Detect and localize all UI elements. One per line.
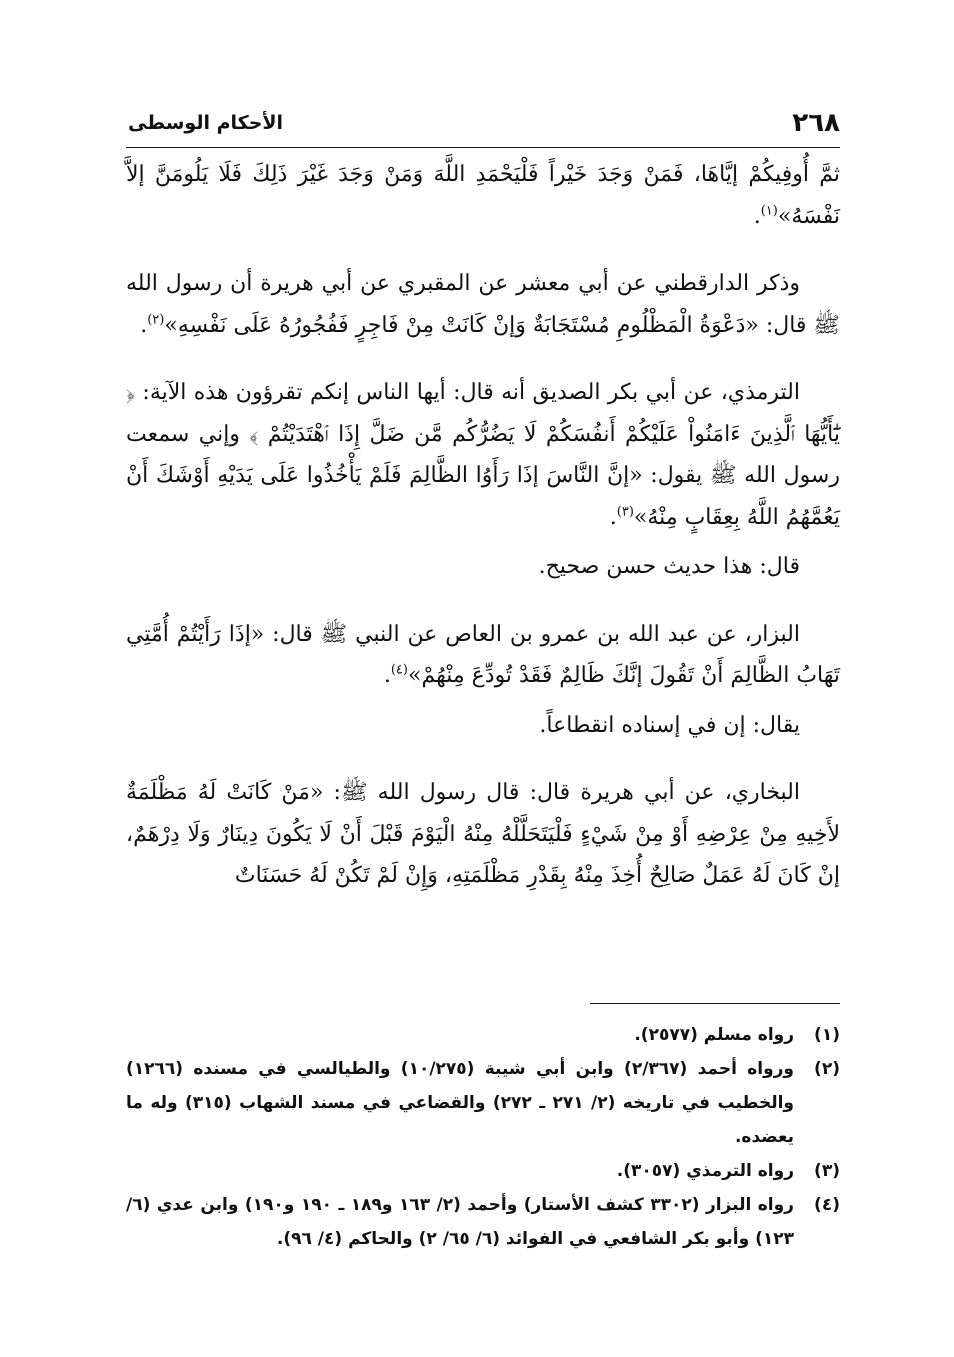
- paragraph-text: قال: هذا حديث حسن صحيح.: [538, 554, 800, 579]
- footnote-ref: (٤): [390, 662, 408, 678]
- footnote: [126, 1188, 840, 1256]
- paragraph-grading: [126, 546, 840, 588]
- paragraph-tirmidhi: [126, 372, 840, 538]
- paragraph-daraqutni: [126, 263, 840, 346]
- book-title: الأحكام الوسطى: [128, 112, 284, 134]
- paragraph-text: ثمَّ أُوفِيكُمْ إيَّاهَا، فَمَنْ وَجَدَ خَيْراً فَلْيَحْمَدِ اللَّهَ وَمَنْ وَجَدَ غَيْرَ ذَلِكَ فَلَا يَلُومَنَّ إلاَّ نَفْسَهُ»: [126, 162, 840, 229]
- footnotes: [126, 1018, 840, 1256]
- footnote-number: (٣): [814, 1161, 840, 1181]
- footnote-ref: (٢): [147, 312, 165, 328]
- footnote-number: (١): [814, 1025, 840, 1045]
- paragraph-text: الترمذي، عن أبي بكر الصديق أنه قال: أيها الناس إنكم تقرؤون هذه الآية: ﴿ يَٰٓأَيُّهَا ٱلَّذِينَ ءَامَنُواْ عَلَيْكُمْ أَنفُسَكُمْ لَا يَضُرُّكُم مَّن ضَلَّ إِذَا ٱهْتَدَيْتُمْ ﴾ وإني سمعت رسول الله ﷺ يقول: «إنَّ النَّاسَ إذَا رَأَوُا الظَّالِمَ فَلَمْ يَأْخُذُوا عَلَى يَدَيْهِ أَوْشَكَ أَنْ يَعُمَّهُمُ اللَّهُ بِعِقَابٍ مِنْهُ»: [126, 380, 840, 530]
- footnote-text: رواه البزار (٣٣٠٢ كشف الأستار) وأحمد (٢/ ١٦٣ و١٨٩ ـ ١٩٠ و١٩٠) وابن عدي (٦/ ١٢٣) وأبو بكر الشافعي في الفوائد (٦/ ٦٥/ ٢) والحاكم (٤/ ٩٦).: [126, 1195, 794, 1249]
- footnote-ref: (١): [760, 203, 778, 219]
- footnote: [126, 1154, 840, 1188]
- footnote-text: ورواه أحمد (٢/٣٦٧) وابن أبي شيبة (١٠/٢٧٥) والطيالسي في مسنده (١٢٦٦) والخطيب في تاريخه (٢/ ٢٧١ ـ ٢٧٢) والقضاعي في مسند الشهاب (٣١٥) وله ما يعضده.: [126, 1059, 794, 1147]
- footnote-text: رواه الترمذي (٣٠٥٧).: [616, 1161, 794, 1181]
- footnote-text: رواه مسلم (٢٥٧٧).: [634, 1025, 794, 1045]
- footnote-number: (٢): [814, 1059, 840, 1079]
- footnote: [126, 1018, 840, 1052]
- main-text: [126, 154, 840, 897]
- paragraph-text: البزار، عن عبد الله بن عمرو بن العاص عن النبي ﷺ قال: «إذَا رَأَيْتُمْ أُمَّتِي تَهَابُ الظَّالِمَ أَنْ تَقُولَ إنَّكَ ظَالِمٌ فَقَدْ تُودِّعَ مِنْهُمْ»: [126, 621, 840, 688]
- paragraph-text: وذكر الدارقطني عن أبي معشر عن المقبري عن أبي هريرة أن رسول الله ﷺ قال: «دَعْوَةُ الْمَظْلُومِ مُسْتَجَابَةٌ وَإنْ كَانَتْ مِنْ فَاجِرٍ فَفُجُورُهُ عَلَى نَفْسِهِ»: [126, 271, 840, 338]
- paragraph-tail: .: [753, 203, 761, 229]
- footnote-rule: [590, 1003, 840, 1004]
- page-header: [128, 108, 840, 148]
- paragraph-tail: .: [140, 312, 148, 338]
- footnote: [126, 1052, 840, 1154]
- footnote-number: (٤): [814, 1195, 840, 1215]
- paragraph-tail: .: [383, 663, 391, 688]
- page-number: ٢٦٨: [792, 108, 840, 138]
- paragraph-isnad-note: [126, 705, 840, 747]
- paragraph-bukhari: [126, 772, 840, 897]
- header-rule: [126, 147, 840, 148]
- paragraph-bazzar: [126, 614, 840, 697]
- footnote-ref: (٣): [616, 504, 634, 520]
- paragraph-tail: .: [609, 504, 617, 530]
- paragraph-text: البخاري، عن أبي هريرة قال: قال رسول الله ﷺ: «مَنْ كَانَتْ لَهُ مَظْلَمَةٌ لأَخِيهِ مِنْ عِرْضِهِ أَوْ مِنْ شَيْءٍ فَلْيَتَحَلَّلْهُ مِنْهُ الْيَوْمَ قَبْلَ أَنْ لَا يَكُونَ دِينَارٌ وَلَا دِرْهَمٌ، إنْ كَانَ لَهُ عَمَلٌ صَالِحٌ أُخِذَ مِنْهُ بِقَدْرِ مَظْلَمَتِهِ، وَإِنْ لَمْ تَكُنْ لَهُ حَسَنَاتٌ: [126, 780, 840, 888]
- paragraph-continuation: [126, 154, 840, 237]
- paragraph-text: يقال: إن في إسناده انقطاعاً.: [539, 712, 800, 738]
